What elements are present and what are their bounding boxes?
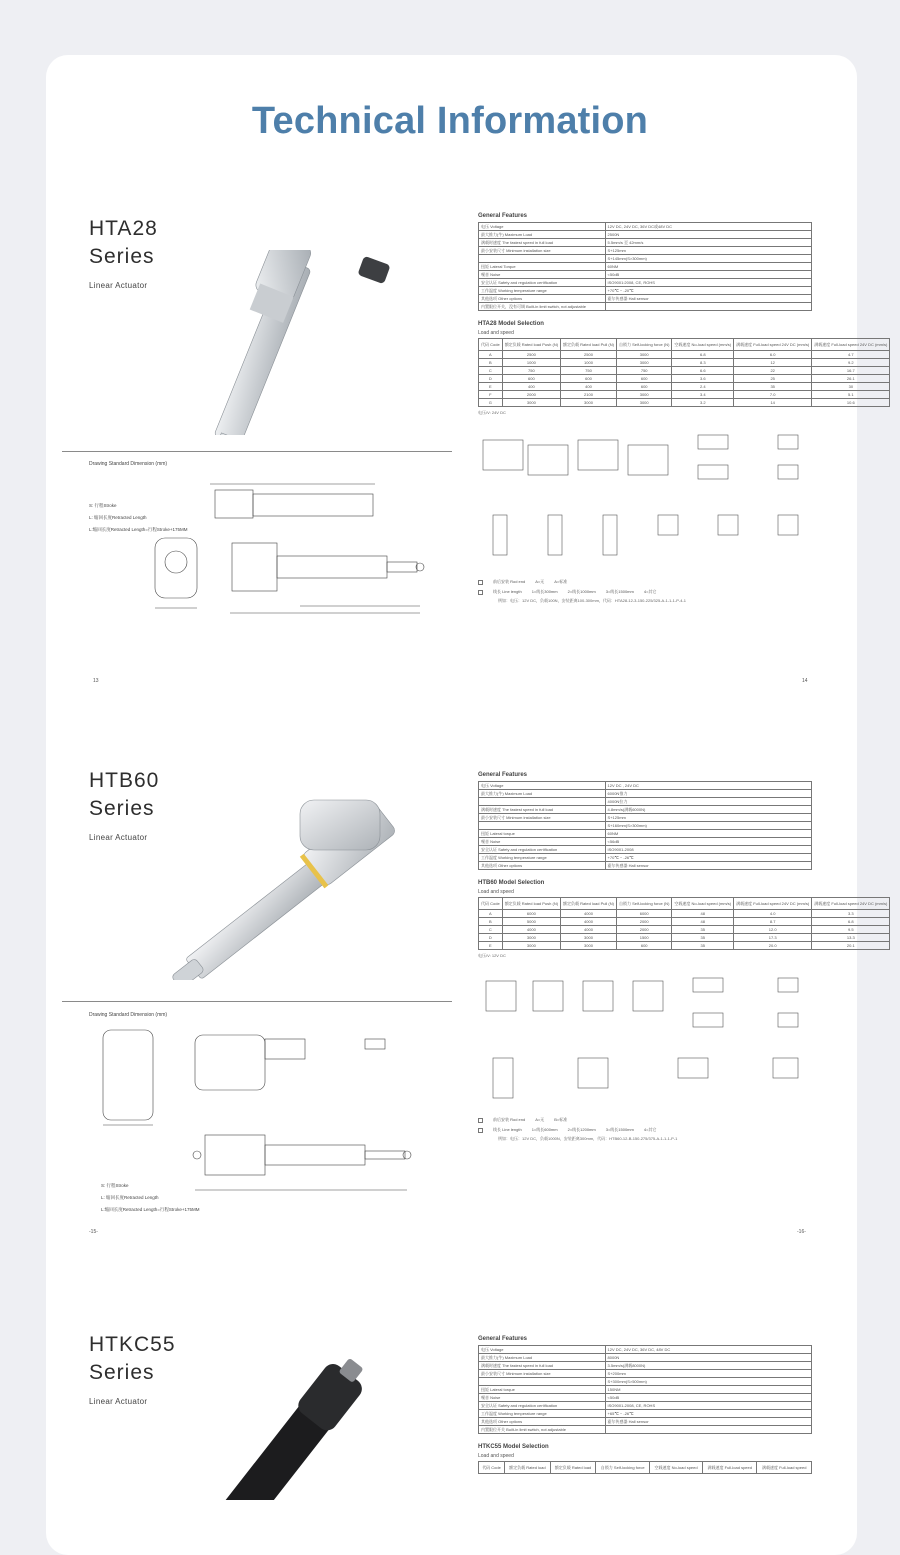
table-cell: 3000 — [561, 942, 617, 950]
table-cell: 13.3 — [812, 934, 890, 942]
table-row — [479, 375, 890, 383]
option-value: 4=其它 — [643, 1127, 657, 1132]
order-example: 例如：电压：12V DC，负载1000N，安装距离300mm，代码：HTB60-12-B-150-275/375-A-1-1-1-P-1 — [498, 1136, 678, 1141]
voltage-note: 电压/V: 12V DC — [478, 953, 506, 958]
checkbox[interactable] — [478, 580, 483, 585]
legend-stroke: S: 行程Stroke — [89, 503, 117, 508]
feature-value: 2500N — [605, 231, 811, 239]
model-selection-title: HTKC55 Model Selection — [478, 1444, 549, 1450]
option-rod-end — [478, 1117, 813, 1123]
table-cell: 12 — [734, 359, 812, 367]
option-value: 2=线长1200mm — [567, 1127, 596, 1132]
feature-row — [479, 814, 812, 822]
feature-name: 其他选项 Other options — [479, 862, 606, 870]
feature-row — [479, 830, 812, 838]
column-header: 空载速度 No-load speed (mm/s) — [672, 898, 734, 910]
feature-value: 8000N — [605, 1354, 811, 1362]
feature-name: 噪音 Noise — [479, 838, 606, 846]
series-label: Series — [89, 797, 155, 820]
table-cell: 600 — [616, 375, 671, 383]
table-cell: C — [479, 367, 503, 375]
table-cell: 3000 — [616, 351, 671, 359]
table-cell: 8.7 — [734, 918, 812, 926]
feature-name: 最大推力(牛) Maximum Load — [479, 790, 606, 798]
feature-row — [479, 247, 812, 255]
option-rod-end — [478, 579, 813, 585]
table-cell: 2000 — [616, 926, 671, 934]
feature-name: 内置限位开关 Built-in limit switch, not adjustable — [479, 1426, 606, 1434]
table-cell: 3000 — [616, 391, 671, 399]
series-heading-htkc55 — [89, 1331, 176, 1407]
general-features-table — [478, 1345, 812, 1434]
feature-name: 安全认证 Safety and regulation certification — [479, 279, 606, 287]
table-cell: 20.0 — [734, 942, 812, 950]
table-cell: 9.2 — [812, 359, 890, 367]
table-cell: 7.0 — [734, 391, 812, 399]
table-cell: 9.5 — [812, 926, 890, 934]
column-header: 满载速度 Full-load speed 24V DC (mm/s) — [812, 898, 890, 910]
table-cell: D — [479, 934, 503, 942]
table-cell: 750 — [616, 367, 671, 375]
table-cell: 400 — [502, 383, 560, 391]
feature-value: S+145mm(S>300mm) — [605, 255, 811, 263]
feature-row — [479, 263, 812, 271]
feature-value: 4.8mm/s(满载6000N) — [605, 806, 811, 814]
table-cell: 48 — [672, 910, 734, 918]
product-type: Linear Actuator — [89, 833, 148, 842]
hta28-spec-column — [478, 213, 888, 604]
htkc55-spec-column — [478, 1336, 813, 1474]
table-cell: 1000 — [561, 359, 617, 367]
feature-row — [479, 798, 812, 806]
table-cell: 3000 — [502, 942, 560, 950]
feature-name: 最大推力(牛) Maximum Load — [479, 231, 606, 239]
table-row — [479, 399, 890, 407]
general-features-title: General Features — [478, 213, 528, 219]
legend-stroke: S: 行程Stroke — [101, 1183, 129, 1188]
feature-row — [479, 1410, 812, 1418]
table-cell: 3000 — [561, 934, 617, 942]
feature-row — [479, 295, 812, 303]
table-cell: 6000 — [616, 910, 671, 918]
column-header: 自锁力 Self-locking force — [596, 1462, 650, 1474]
feature-name: 工作温度 Working temperature range — [479, 854, 606, 862]
feature-value: <50dB — [605, 271, 811, 279]
feature-name: 内置限位开关，没有可调 Built-in limit switch, not adjustable — [479, 303, 606, 311]
column-header: 满载速度 Full-load speed — [757, 1462, 812, 1474]
feature-value: 霍尔传感器 Hall sensor — [605, 295, 811, 303]
feature-row — [479, 1354, 812, 1362]
legend-formula: L:缩回长度Retracted Length=行程Stroke+175MM — [101, 1207, 200, 1212]
table-cell: 750 — [502, 367, 560, 375]
feature-value: +70℃ ~ -20℃ — [605, 287, 811, 295]
table-cell: D — [479, 375, 503, 383]
feature-name: 噪音 Noise — [479, 271, 606, 279]
general-features-table — [478, 222, 812, 311]
feature-value — [605, 1426, 811, 1434]
option-label: 线长 Line length — [493, 1127, 522, 1132]
table-cell: 48 — [672, 918, 734, 926]
feature-name: 其他选项 Other options — [479, 1418, 606, 1426]
option-value: 4=其它 — [643, 589, 657, 594]
general-features-title: General Features — [478, 1336, 528, 1342]
feature-name: 安全认证 Safety and regulation certification — [479, 1402, 606, 1410]
feature-name: 噪音 Noise — [479, 1394, 606, 1402]
feature-row — [479, 279, 812, 287]
table-cell: G — [479, 399, 503, 407]
model-selection-title: HTA28 Model Selection — [478, 321, 544, 327]
feature-row — [479, 1418, 812, 1426]
feature-name: 满载时速度 The fastest speed in full load — [479, 1362, 606, 1370]
feature-value: S+200mm — [605, 1370, 811, 1378]
feature-row — [479, 303, 812, 311]
column-header: 空载速度 No-load speed (mm/s) — [672, 339, 734, 351]
feature-value: S+160mm(S>300mm) — [605, 822, 811, 830]
table-cell: 3.4 — [672, 391, 734, 399]
feature-name: 工作温度 Working temperature range — [479, 287, 606, 295]
table-cell: E — [479, 383, 503, 391]
model-selection-table — [478, 338, 890, 407]
order-example: 例如：电压：12V DC，负载100N，安装距离100-300mm，代码：HTA28-12-3-150-225/325-A-1-1-1-P-4-1 — [498, 598, 686, 603]
htb60-spec-column — [478, 772, 888, 1142]
table-row — [479, 391, 890, 399]
column-header: 额定负载 Rated load Push (N) — [502, 898, 560, 910]
feature-value: ISO9001:2008, CE, ROHS — [605, 279, 811, 287]
table-cell: 6.0 — [734, 351, 812, 359]
table-cell: 25 — [734, 375, 812, 383]
column-header: 满载速度 Full-load speed 24V DC (mm/s) — [734, 339, 812, 351]
option-value: 3=线长1500mm — [605, 1127, 634, 1132]
feature-value: 12V DC, 24V DC, 36V DC或48V DC — [605, 223, 811, 231]
model-selection-table — [478, 1461, 812, 1474]
table-cell: 600 — [616, 942, 671, 950]
checkbox[interactable] — [478, 590, 483, 595]
feature-name: 电压 Voltage — [479, 782, 606, 790]
table-cell: 6.8 — [812, 918, 890, 926]
feature-name — [479, 798, 606, 806]
feature-value: 60NM — [605, 830, 811, 838]
drawing-title: Drawing Standard Dimension (mm) — [89, 461, 168, 467]
table-cell: 17.3 — [734, 934, 812, 942]
legend-retracted: L: 缩回长度Retracted Length — [89, 515, 147, 520]
feature-row — [479, 1394, 812, 1402]
feature-value: 12V DC, 24V DC, 36V DC, 48V DC — [605, 1346, 811, 1354]
series-label: Series — [89, 245, 155, 268]
feature-name: 最小安装尺寸 Minimum installation size — [479, 247, 606, 255]
model-selection-table — [478, 897, 890, 950]
table-cell: 5.1 — [812, 391, 890, 399]
feature-row — [479, 1346, 812, 1354]
table-cell: 3000 — [616, 399, 671, 407]
feature-row — [479, 854, 812, 862]
feature-name: 工作温度 Working temperature range — [479, 1410, 606, 1418]
table-cell: 12.0 — [734, 926, 812, 934]
feature-value: <50dB — [605, 1394, 811, 1402]
option-label: 前后安装 Rod end — [493, 579, 526, 584]
series-label: Series — [89, 1361, 155, 1384]
hta28-option-sketches — [478, 420, 812, 570]
column-header: 额定负载 Rated load Pull (N) — [561, 898, 617, 910]
table-cell: 750 — [561, 367, 617, 375]
column-header: 额定负载 Rated load — [550, 1462, 596, 1474]
table-row — [479, 918, 890, 926]
page-number-right: 14 — [802, 678, 808, 684]
column-header: 自锁力 Self-locking force (N) — [616, 339, 671, 351]
htb60-dimension-drawing — [95, 1025, 445, 1195]
option-value: B=标准 — [554, 1117, 568, 1122]
table-cell: 35 — [734, 383, 812, 391]
feature-name: 安全认证 Safety and regulation certification — [479, 846, 606, 854]
page-number-left: 13 — [93, 678, 99, 684]
feature-value: +65℃ ~ -26℃ — [605, 1410, 811, 1418]
table-cell: 4000 — [561, 910, 617, 918]
series-heading-htb60 — [89, 767, 159, 843]
feature-value: 4000N拉力 — [605, 798, 811, 806]
table-row — [479, 910, 890, 918]
feature-name: 扭矩 Lateral Torque — [479, 263, 606, 271]
table-cell: E — [479, 942, 503, 950]
column-header: 代码 Code — [479, 898, 503, 910]
feature-name: 最大推力(牛) Maximum Load — [479, 1354, 606, 1362]
option-value: 3=线长1500mm — [605, 589, 634, 594]
table-cell: 600 — [561, 375, 617, 383]
feature-row — [479, 231, 812, 239]
feature-row — [479, 287, 812, 295]
table-cell: 2500 — [502, 351, 560, 359]
feature-row — [479, 239, 812, 247]
table-cell: 30 — [812, 383, 890, 391]
option-line-length — [478, 589, 813, 595]
feature-name: 满载时速度 The fastest speed in full load — [479, 239, 606, 247]
option-value: 1=线长300mm — [531, 589, 558, 594]
model-name: HTKC55 — [89, 1333, 176, 1356]
product-type: Linear Actuator — [89, 281, 148, 290]
checkbox[interactable] — [478, 1118, 483, 1123]
table-cell: 3000 — [616, 359, 671, 367]
table-cell: 2000 — [502, 391, 560, 399]
table-cell: 1000 — [502, 359, 560, 367]
table-cell: 6000 — [502, 910, 560, 918]
table-cell: 6.8 — [672, 351, 734, 359]
option-value: A=无 — [535, 579, 545, 584]
feature-value: 60NM — [605, 263, 811, 271]
feature-row — [479, 223, 812, 231]
feature-name: 最小安装尺寸 Minimum installation size — [479, 1370, 606, 1378]
option-line-length — [478, 1127, 813, 1133]
column-header: 额定负载 Rated load — [505, 1462, 551, 1474]
table-cell: 3000 — [502, 934, 560, 942]
column-header: 额定负载 Rated load Push (N) — [502, 339, 560, 351]
model-name: HTB60 — [89, 769, 160, 792]
table-row — [479, 926, 890, 934]
feature-row — [479, 271, 812, 279]
hta28-dimension-drawing — [150, 478, 440, 618]
feature-row — [479, 1362, 812, 1370]
feature-value: 霍尔传感器 Hall sensor — [605, 862, 811, 870]
option-label: 前后安装 Rod end — [493, 1117, 526, 1122]
table-cell: A — [479, 351, 503, 359]
table-cell: 5000 — [502, 918, 560, 926]
column-header: 满载速度 Full-load speed 24V DC (mm/s) — [812, 339, 890, 351]
table-cell: 16.7 — [812, 367, 890, 375]
feature-row — [479, 1386, 812, 1394]
table-cell: A — [479, 910, 503, 918]
feature-row — [479, 806, 812, 814]
column-header: 满载速度 Full-load speed 24V DC (mm/s) — [734, 898, 812, 910]
feature-value: ISO9001-2008, CE, ROHS — [605, 1402, 811, 1410]
model-name: HTA28 — [89, 217, 158, 240]
table-cell: 600 — [616, 383, 671, 391]
feature-name — [479, 255, 606, 263]
column-header: 代码 Code — [479, 339, 503, 351]
column-header: 代码 Code — [479, 1462, 505, 1474]
column-header: 自锁力 Self-locking force (N) — [616, 898, 671, 910]
table-cell: 22 — [734, 367, 812, 375]
feature-name: 电压 Voltage — [479, 1346, 606, 1354]
feature-row — [479, 822, 812, 830]
feature-name — [479, 1378, 606, 1386]
feature-value — [605, 303, 811, 311]
option-label: 线长 Line length — [493, 589, 522, 594]
htb60-option-sketches — [478, 963, 812, 1108]
feature-row — [479, 1426, 812, 1434]
table-cell: 4.7 — [812, 351, 890, 359]
page-title: Technical Information — [251, 100, 649, 142]
legend-formula: L:缩回长度Retracted Length=行程Stroke+175MM — [89, 527, 188, 532]
table-cell: 2100 — [561, 391, 617, 399]
feature-value: 霍尔传感器 Hall sensor — [605, 1418, 811, 1426]
checkbox[interactable] — [478, 1128, 483, 1133]
table-cell: 3000 — [502, 399, 560, 407]
model-selection-title: HTB60 Model Selection — [478, 880, 545, 886]
htkc55-product-image — [170, 1352, 400, 1500]
table-cell: 4.0 — [734, 910, 812, 918]
table-cell: F — [479, 391, 503, 399]
table-row — [479, 934, 890, 942]
series-heading-hta28 — [89, 215, 158, 291]
table-cell: 8.3 — [672, 359, 734, 367]
table-cell: 35 — [672, 926, 734, 934]
table-row — [479, 383, 890, 391]
model-selection-subtitle: Load and speed — [478, 1453, 514, 1459]
option-value: 1=线长600mm — [531, 1127, 558, 1132]
table-cell: 20.1 — [812, 942, 890, 950]
table-cell: 1500 — [616, 934, 671, 942]
option-value: 2=线长1000mm — [567, 589, 596, 594]
table-cell: 35 — [672, 942, 734, 950]
feature-row — [479, 1378, 812, 1386]
voltage-note: 电压/V: 24V DC — [478, 410, 506, 415]
table-cell: 3000 — [561, 399, 617, 407]
general-features-table — [478, 781, 812, 870]
table-cell: 2.4 — [672, 383, 734, 391]
model-selection-subtitle: Load and speed — [478, 330, 514, 336]
page-number-right: -16- — [797, 1229, 806, 1235]
drawing-title: Drawing Standard Dimension (mm) — [89, 1012, 168, 1018]
feature-row — [479, 1402, 812, 1410]
table-cell: 26.1 — [812, 375, 890, 383]
feature-value: 3.5mm/s(满载8000N) — [605, 1362, 811, 1370]
table-cell: 2000 — [616, 918, 671, 926]
feature-value: S+125mm — [605, 247, 811, 255]
feature-name: 扭矩 Lateral torque — [479, 1386, 606, 1394]
column-header: 满载速度 Full-load speed — [703, 1462, 757, 1474]
table-cell: 4000 — [561, 926, 617, 934]
table-cell: 4000 — [502, 926, 560, 934]
option-value: A=无 — [535, 1117, 545, 1122]
feature-row — [479, 255, 812, 263]
table-row — [479, 367, 890, 375]
option-value: A=标准 — [554, 579, 568, 584]
feature-row — [479, 838, 812, 846]
table-cell: 400 — [561, 383, 617, 391]
feature-row — [479, 862, 812, 870]
feature-name: 最小安装尺寸 Minimum installation size — [479, 814, 606, 822]
table-cell: 600 — [502, 375, 560, 383]
table-row — [479, 359, 890, 367]
feature-value: ISO9001-2008 — [605, 846, 811, 854]
feature-name: 其他选项 Other options — [479, 295, 606, 303]
table-row — [479, 351, 890, 359]
feature-value: 6000N推力 — [605, 790, 811, 798]
feature-value: <56dB — [605, 838, 811, 846]
product-type: Linear Actuator — [89, 1397, 148, 1406]
table-cell: 35 — [672, 934, 734, 942]
table-cell: 3.6 — [672, 375, 734, 383]
feature-name — [479, 822, 606, 830]
feature-value: 150NM — [605, 1386, 811, 1394]
dimension-legend — [101, 1180, 200, 1216]
table-cell: C — [479, 926, 503, 934]
model-selection-subtitle: Load and speed — [478, 889, 514, 895]
column-header: 额定负载 Rated load Pull (N) — [561, 339, 617, 351]
table-cell: 3.2 — [672, 399, 734, 407]
table-cell: B — [479, 359, 503, 367]
table-cell: 4000 — [561, 918, 617, 926]
feature-value: 12V DC , 24V DC — [605, 782, 811, 790]
feature-value: S+300mm(S>500mm) — [605, 1378, 811, 1386]
table-cell: 6.6 — [672, 367, 734, 375]
feature-row — [479, 1370, 812, 1378]
general-features-title: General Features — [478, 772, 528, 778]
legend-retracted: L: 缩回长度Retracted Length — [101, 1195, 159, 1200]
feature-value: S+125mm — [605, 814, 811, 822]
feature-row — [479, 846, 812, 854]
feature-value: +70℃ ~ -26℃ — [605, 854, 811, 862]
feature-name: 扭矩 Lateral torque — [479, 830, 606, 838]
section-divider — [62, 1001, 452, 1002]
feature-row — [479, 782, 812, 790]
column-header: 空载速度 No-load speed — [650, 1462, 703, 1474]
feature-row — [479, 790, 812, 798]
table-cell: 14 — [734, 399, 812, 407]
feature-name: 满载时速度 The fastest speed in full load — [479, 806, 606, 814]
feature-value: 5.5mm/s 至 42mm/s — [605, 239, 811, 247]
page-number-left: -15- — [89, 1229, 98, 1235]
hta28-product-image — [150, 250, 410, 435]
table-cell: 2500 — [561, 351, 617, 359]
feature-name: 电压 Voltage — [479, 223, 606, 231]
table-row — [479, 942, 890, 950]
table-cell: 3.3 — [812, 910, 890, 918]
table-cell: B — [479, 918, 503, 926]
htb60-product-image — [150, 795, 420, 980]
table-cell: 10.6 — [812, 399, 890, 407]
section-divider — [62, 451, 452, 452]
